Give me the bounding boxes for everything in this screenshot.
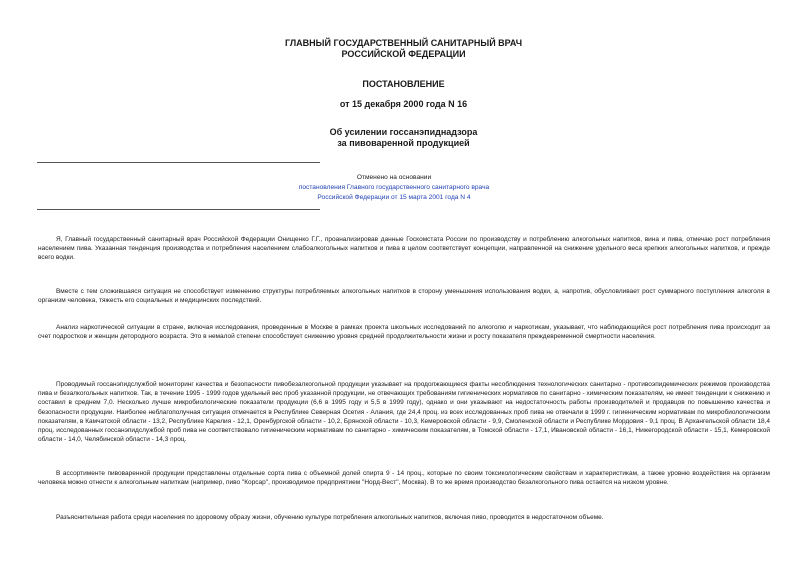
document-title-line-1: Об усилении госсанэпиднадзора [329,127,478,137]
cancellation-link-line-2[interactable]: Российской Федерации от 15 марта 2001 года N 4 [317,194,471,201]
document-date-number: от 15 декабря 2000 года N 16 [339,99,468,109]
document-title-line-2: за пивоваренной продукцией [337,138,470,148]
authority-line-2: РОССИЙСКОЙ ФЕДЕРАЦИИ [341,49,466,59]
paragraph-4: Проводимый госсанэпидслужбой мониторинг качества и безопасности пивобезалкогольной продукции указывает на продолжающиеся факты несоблюдения технологических санитарно - противоэпидемических режимов производства пива и безалкогольных напитков. Так, в течение 1995 - 1999 годов удельный вес проб указанной продукции, не отвечающих требованиям гигиенических нормативов по санитарно - химическим показателям, не имеет тенденции к снижению и составил в среднем 7,0. Несколько лучше микробиологические показатели продукции (6,6 в 1995 году и 5,5 в 1999 году), однако и они указывают на недостаточность работы производителей и продавцов по повышению качества и безопасности продукции. Наиболее неблагополучная ситуация отмечается в Республике Северная Осетия - Алания, где 24,4 проц. из всех исследованных проб пива не отвечали в 1999 г. гигиеническим нормативам по микробиологическим показателям, в Камчатской области - 13,2, Республике Карелия - 12,1, Оренбургской области - 10,2, Брянской области - 10,3, Кемеровской области - 9,9, Смоленской области и Республике Мордовия - 9,1 проц. В Архангельской области 18,4 проц. исследованных госсанэпидслужбой проб пива не соответствовало гигиеническим нормативам по санитарно - химическим показателям, в Томской области - 17,1, Ивановской области - 16,1, Нижегородской области - 15,1, Кемеровской области - 14,0, Челябинской области - 14,3 проц. [38,381,770,444]
separator-top [37,162,320,163]
paragraph-5: В ассортименте пивоваренной продукции представлены отдельные сорта пива с объемной долей спирта 9 - 14 проц., которые по своим токсикологическим свойствам и характеристикам, а также уровню воздействия на организм человека можно отнести к алкогольным напиткам (например, пиво "Корсар", производимое предприятием "Норд-Вест", Москва). В то же время производство безалкогольного пива остается на низком уровне. [38,470,770,487]
cancellation-intro: Отменено на основании [356,174,432,181]
paragraph-3: Анализ наркотической ситуации в стране, включая исследования, проведенные в Москве в рамках проекта школьных исследований по алкоголю и наркотикам, указывает, что наблюдающийся рост потребления пива происходит за счет подростков и женщин детородного возраста. Это в немалой степени способствует снижению уровня средней продолжительности жизни и росту показателя преждевременной смертности населения. [38,324,770,341]
cancellation-note [270,173,518,203]
paragraph-6: Разъяснительная работа среди населения по здоровому образу жизни, обучению культуре потребления алкогольных напитков, включая пиво, проводится в недостаточном объеме. [56,514,604,521]
separator-bottom [37,209,320,210]
document-type: ПОСТАНОВЛЕНИЕ [362,79,445,89]
paragraph-2: Вместе с тем сложившаяся ситуация не способствует изменению структуры потребляемых алкогольных напитков в сторону уменьшения использования водки, а, напротив, обусловливает рост суммарного поступления алкоголя в организм человека, тяжесть его социальных и медицинских последствий. [38,288,770,305]
cancellation-link-line-1[interactable]: постановления Главного государственного санитарного врача [298,184,490,191]
authority-line-1: ГЛАВНЫЙ ГОСУДАРСТВЕННЫЙ САНИТАРНЫЙ ВРАЧ [284,38,523,48]
paragraph-1: Я, Главный государственный санитарный врач Российской Федерации Онищенко Г.Г., проанализировав данные Госкомстата России по производству и потреблению алкогольных напитков, вина и пива, отмечаю рост потребления населением пива. Указанная тенденция производства и потребления населением слабоалкогольных напитков и пива в целом соответствует концепции, направленной на снижение удельного веса крепких алкогольных напитков, и прежде всего водки. [38,236,770,262]
